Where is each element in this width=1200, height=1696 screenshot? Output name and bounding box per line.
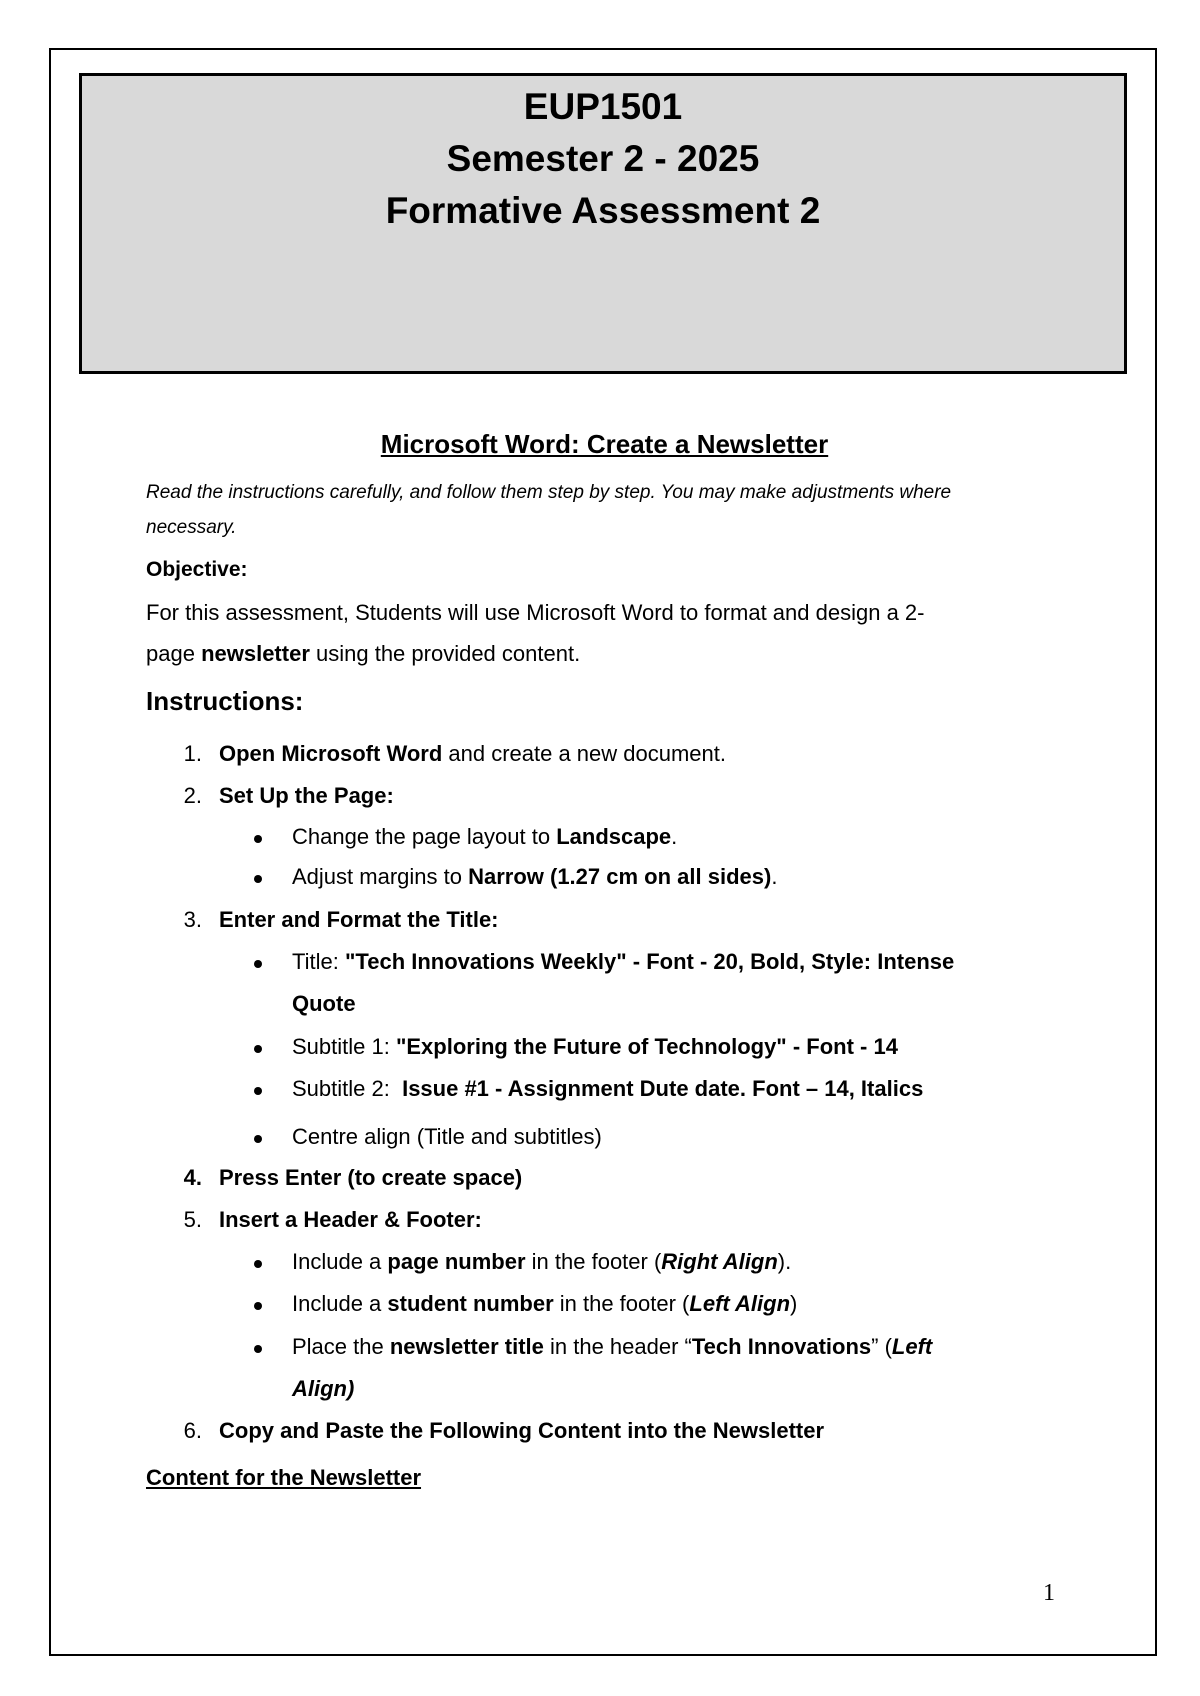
bullet-icon bbox=[254, 1045, 262, 1053]
step-3-text: Enter and Format the Title: bbox=[219, 907, 499, 932]
page-number: 1 bbox=[1043, 1580, 1055, 1606]
title-box bbox=[79, 73, 1127, 374]
step-3-bullet-4: Centre align (Title and subtitles) bbox=[292, 1124, 602, 1149]
step-2-text: Set Up the Page: bbox=[219, 783, 394, 808]
bullet-icon bbox=[254, 1345, 262, 1353]
step-number: 5. bbox=[183, 1207, 202, 1232]
subject-heading: Microsoft Word: Create a Newsletter bbox=[380, 429, 829, 459]
step-3-bullet-1: Title: "Tech Innovations Weekly" - Font - 20, Bold, Style: Intense bbox=[292, 949, 955, 974]
objective-label: Objective: bbox=[146, 558, 248, 581]
bullet-icon bbox=[254, 875, 262, 883]
intro-line-1: Read the instructions carefully, and follow them step by step. You may make adjustments where bbox=[146, 482, 952, 503]
semester: Semester 2 - 2025 bbox=[446, 138, 760, 179]
step-2-bullet-2: Adjust margins to Narrow (1.27 cm on all sides). bbox=[292, 864, 778, 889]
bullet-icon bbox=[254, 1135, 262, 1143]
intro-line-2: necessary. bbox=[146, 517, 237, 538]
step-number: 4. bbox=[183, 1165, 202, 1190]
objective-line-1: For this assessment, Students will use Microsoft Word to format and design a 2- bbox=[146, 600, 925, 625]
step-5-bullet-1: Include a page number in the footer (Right Align). bbox=[292, 1249, 792, 1274]
step-5-bullet-3: Place the newsletter title in the header “Tech Innovations” (Left bbox=[292, 1334, 933, 1359]
step-1-text: Open Microsoft Word and create a new document. bbox=[219, 741, 726, 766]
bullet-icon bbox=[254, 835, 262, 843]
step-3-bullet-3: Subtitle 2: Issue #1 - Assignment Dute date. Font – 14, Italics bbox=[292, 1076, 924, 1101]
step-2-bullet-1: Change the page layout to Landscape. bbox=[292, 824, 678, 849]
step-5-bullet-3-cont: Align) bbox=[292, 1376, 355, 1401]
instructions-heading: Instructions: bbox=[146, 686, 304, 716]
objective-line-2: page newsletter using the provided content. bbox=[146, 641, 581, 666]
step-3-bullet-1-cont: Quote bbox=[292, 991, 356, 1016]
step-number: 1. bbox=[183, 741, 202, 766]
content-heading: Content for the Newsletter bbox=[146, 1465, 422, 1490]
step-4-text: Press Enter (to create space) bbox=[219, 1165, 523, 1190]
bullet-icon bbox=[254, 1260, 262, 1268]
bullet-icon bbox=[254, 960, 262, 968]
step-5-text: Insert a Header & Footer: bbox=[219, 1207, 482, 1232]
step-number: 2. bbox=[183, 783, 202, 808]
assessment-title: Formative Assessment 2 bbox=[385, 190, 821, 231]
bullet-icon bbox=[254, 1302, 262, 1310]
step-5-bullet-2: Include a student number in the footer (Left Align) bbox=[292, 1291, 798, 1316]
step-number: 6. bbox=[183, 1418, 202, 1443]
step-number: 3. bbox=[183, 907, 202, 932]
step-3-bullet-2: Subtitle 1: "Exploring the Future of Technology" - Font - 14 bbox=[292, 1034, 898, 1059]
course-code: EUP1501 bbox=[523, 86, 683, 127]
bullet-icon bbox=[254, 1087, 262, 1095]
step-6-text: Copy and Paste the Following Content into the Newsletter bbox=[219, 1418, 825, 1443]
